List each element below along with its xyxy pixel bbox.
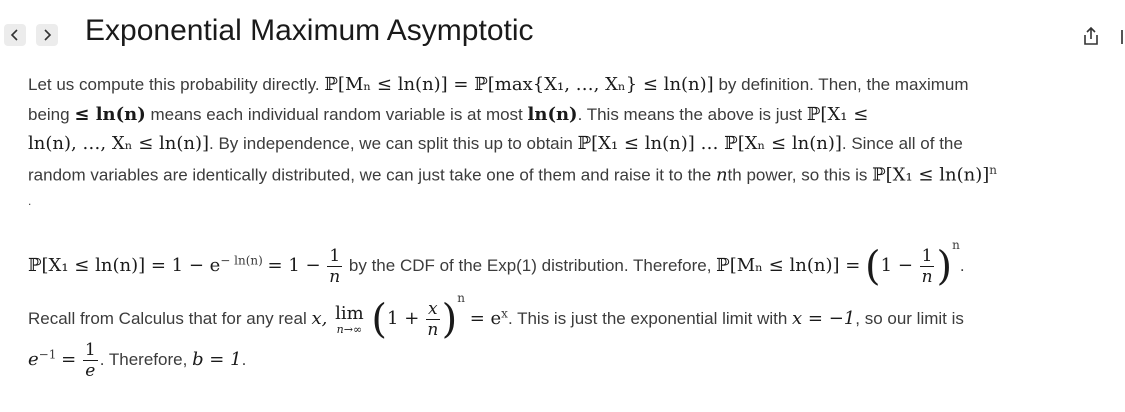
math-cdf-exp: − ln(n) — [220, 253, 263, 268]
edge-divider — [1121, 30, 1123, 44]
math-px1-cont: ln(n), …, Xₙ ≤ ln(n)] — [28, 133, 210, 154]
stray-dot — [28, 194, 31, 208]
dot: . — [28, 194, 32, 208]
math-cdf-lhs: ℙ[X₁ ≤ ln(n)] = 1 − e — [28, 255, 221, 276]
text: Recall from Calculus that for any real — [28, 309, 307, 328]
chevron-left-icon — [10, 29, 20, 41]
math-ln-n: ln(n) — [527, 104, 578, 125]
paragraph-line-5: ℙ[X₁ ≤ $\ln(n)] = 1 - e^{- ln(n)} = 1$ − $\frac{1}{n}$ by the CDF of the Exp(1) distribution. Therefore, ℙ[Mₙ ≤ ln(n)] = (1 − $\frac{1}{n}$ )$^n$. — [28, 238, 965, 290]
chevron-right-icon — [42, 29, 52, 41]
math-cdf-mid: = 1 − — [267, 255, 321, 276]
math-exp-n: n — [952, 238, 960, 252]
text: random variables are identically distributed, we can just take one of them and raise it to the — [28, 165, 712, 185]
text: Let us compute this probability directly. — [28, 75, 320, 94]
math-x: x, — [311, 308, 328, 329]
frac-num: 1 — [329, 246, 341, 267]
text: . This is just the exponential limit with — [507, 309, 788, 328]
text: means each individual random variable is at most — [150, 105, 523, 124]
paragraph-line-7 — [28, 340, 246, 381]
text: . This means the above is just — [577, 105, 803, 124]
math-one-plus: 1 + — [387, 308, 420, 329]
math-one-minus: 1 − — [880, 255, 913, 276]
lim-word: lim — [335, 302, 364, 324]
header — [0, 0, 1125, 70]
math-px1: ℙ[X₁ ≤ — [806, 104, 869, 125]
math-power-exp: n — [989, 163, 997, 177]
math-eq: = — [61, 348, 77, 370]
text: . Therefore, — [99, 349, 188, 369]
math-e: e — [28, 348, 39, 370]
math-eq-ex: = e — [469, 308, 502, 329]
text: being — [28, 105, 70, 124]
paragraph-line-1 — [28, 74, 969, 95]
frac-den: n — [921, 267, 933, 288]
frac-den: n — [427, 320, 439, 341]
text: by definition. Then, the maximum — [718, 75, 969, 94]
limit — [335, 304, 364, 336]
frac-den: n — [329, 267, 341, 288]
math-e-sup: −1 — [38, 347, 57, 362]
text: by the CDF of the Exp(1) distribution. Therefore, — [348, 256, 712, 275]
back-button[interactable] — [4, 24, 26, 46]
math-ex-sup: x — [501, 306, 508, 321]
period: . — [241, 349, 247, 369]
page-title: Exponential Maximum Asymptotic — [85, 14, 534, 47]
math-prob-eq: ℙ[Mₙ ≤ ln(n)] = ℙ[max{X₁, …, Xₙ} ≤ ln(n)] — [324, 74, 714, 95]
math-lim-exp: n — [457, 291, 465, 305]
frac-num: 1 — [921, 246, 933, 267]
math-x-eq: x = −1 — [792, 308, 856, 329]
text: th power, so this is — [727, 165, 868, 185]
math-power: ℙ[X₁ ≤ ln(n)] — [872, 164, 990, 186]
forward-button[interactable] — [36, 24, 58, 46]
frac-num: x — [428, 299, 438, 320]
math-result-lhs: ℙ[Mₙ ≤ ln(n)] = — [716, 255, 861, 276]
paragraph-line-6: Recall from Calculus that for any real x, lim n→∞ (1 + $\frac{x}{n}$ )$^n = e^x$. This is just the exponential limit with x = −1, so our limit is — [28, 291, 964, 343]
paragraph-line-3 — [28, 133, 963, 154]
text: . By independence, we can split this up to obtain — [209, 134, 573, 153]
frac-num: 1 — [84, 340, 96, 360]
math-split: ℙ[X₁ ≤ ln(n)] … ℙ[Xₙ ≤ ln(n)] — [577, 133, 842, 154]
paragraph-line-2 — [28, 104, 868, 125]
math-le-ln: ≤ ln(n) — [74, 104, 146, 125]
fraction-1-over-n-2 — [920, 246, 935, 287]
fraction-1-over-n — [327, 246, 342, 287]
math-n: n — [715, 164, 728, 186]
text: . Since all of the — [841, 134, 963, 153]
math-b-eq: b = 1 — [192, 348, 242, 370]
frac-den: e — [85, 361, 96, 381]
fraction-1-over-e — [83, 340, 98, 381]
lim-sub: n→∞ — [336, 322, 363, 336]
paragraph-line-4 — [28, 163, 997, 186]
text: , so our limit is — [855, 309, 964, 328]
fraction-x-over-n — [426, 299, 440, 340]
share-icon[interactable] — [1082, 26, 1100, 46]
period: . — [959, 256, 965, 275]
